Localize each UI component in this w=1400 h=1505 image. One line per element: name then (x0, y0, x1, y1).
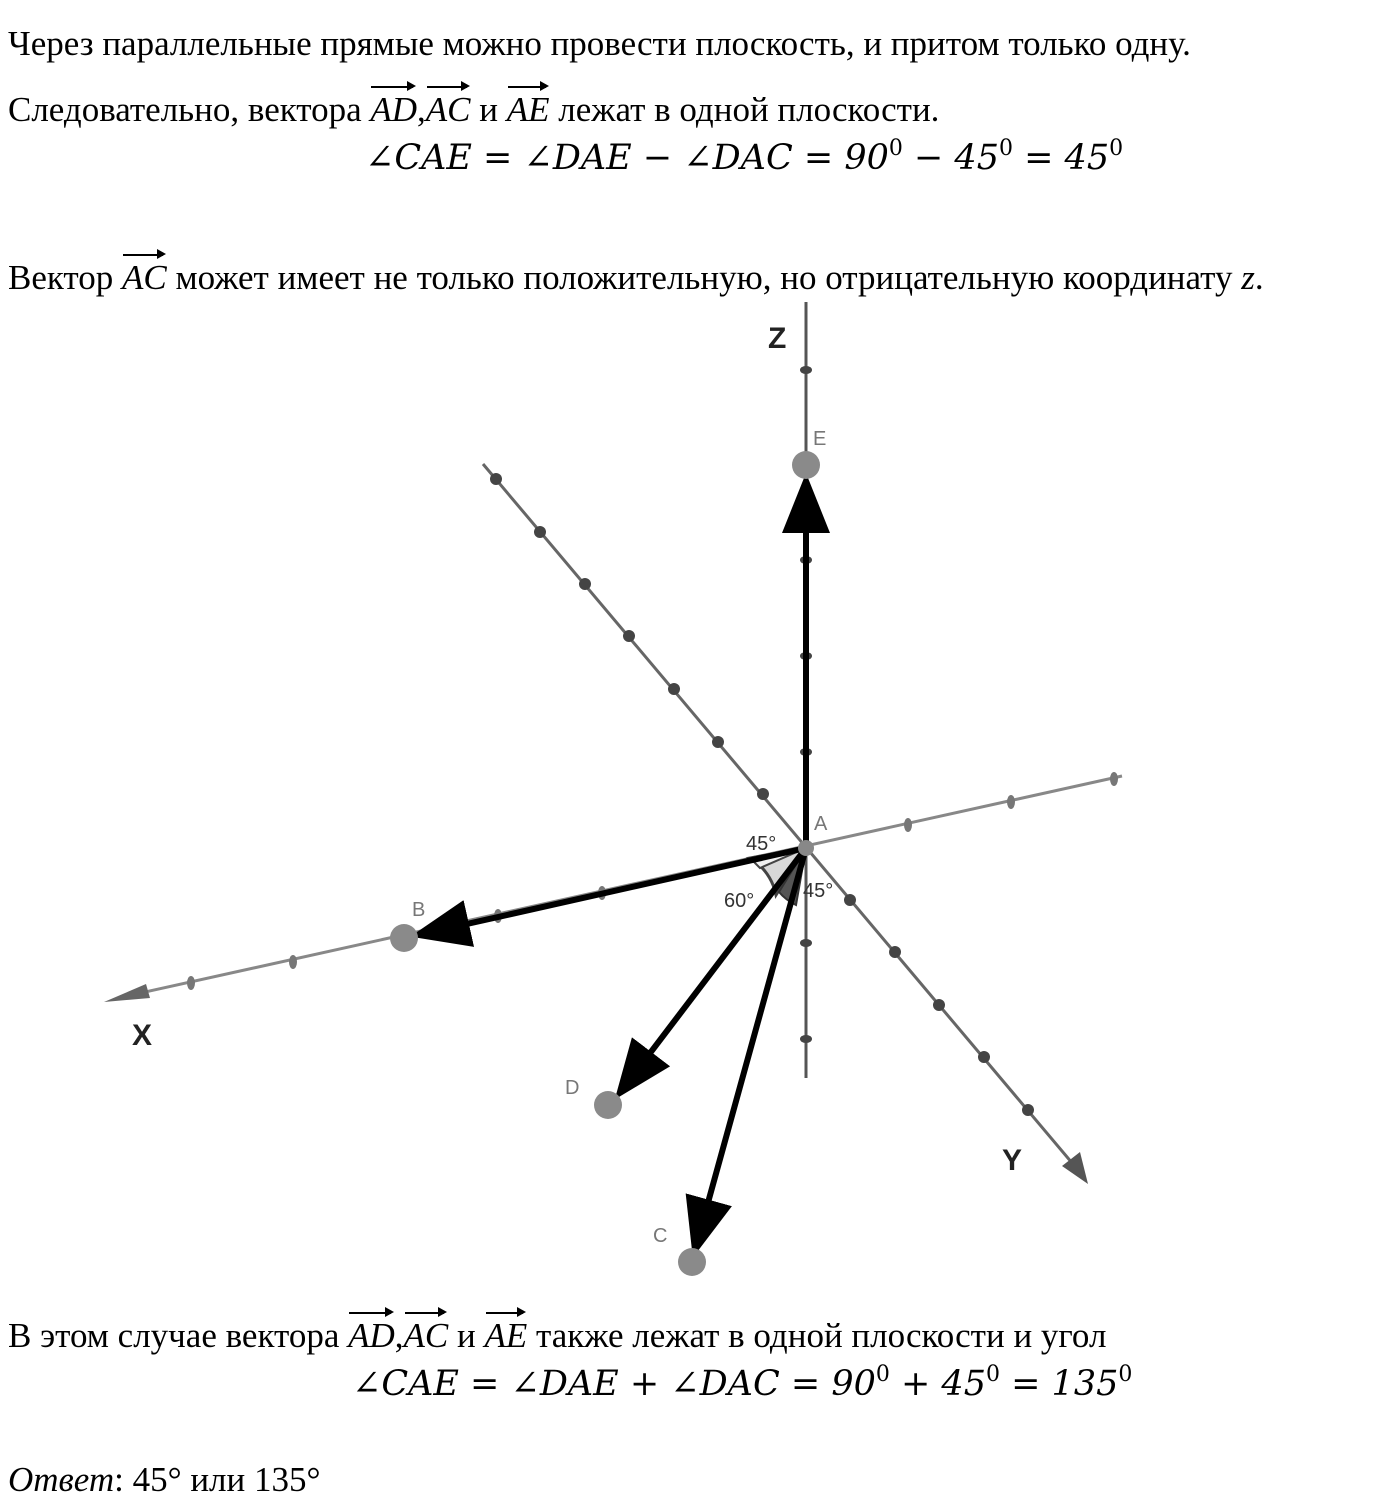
formula-2-exp-2: 0 (985, 1362, 1000, 1387)
vector-ac: AC (426, 84, 471, 130)
formula-1-eq: = 45 (1012, 138, 1110, 178)
answer-value: : 45° или 135° (114, 1460, 321, 1499)
line3-end: . (1254, 258, 1264, 297)
formula-1-exp-2: 0 (998, 136, 1013, 161)
label-point-e: E (813, 428, 827, 450)
paragraph-line-1: Через параллельные прямые можно провести плоскость, и притом только одну. (8, 24, 1191, 63)
formula-1-exp-1: 0 (888, 136, 903, 161)
point-d (594, 1091, 622, 1119)
vector-ae: AE (507, 84, 550, 130)
label-point-a: A (814, 813, 828, 835)
angle-label-left: 60° (724, 890, 755, 912)
point-c (678, 1248, 706, 1276)
axis-label-x: X (132, 1019, 153, 1052)
comma-2: , (394, 1316, 404, 1355)
label-point-c: C (653, 1225, 668, 1247)
vector-ad-2: AD (348, 1310, 395, 1356)
formula-2-lhs: ∠CAE = ∠DAE + ∠DAC = 90 (352, 1364, 876, 1404)
formula-2 (352, 1364, 1132, 1404)
line2-suffix: лежат в одной плоскости. (549, 90, 940, 129)
line4-prefix: В этом случае вектора (8, 1316, 349, 1355)
comma: , (417, 90, 426, 129)
answer-label: Ответ (8, 1460, 115, 1499)
point-e (792, 451, 820, 479)
point-b (390, 924, 418, 952)
axis-label-y: Y (1002, 1144, 1023, 1177)
angle-label-top: 45° (746, 833, 777, 855)
vector-ae-2: AE (485, 1310, 528, 1356)
formula-1-mid: − 45 (902, 138, 999, 178)
paragraph-line-4 (8, 1310, 1106, 1356)
vector-ad: AD (370, 84, 417, 130)
y-axis (483, 464, 1078, 1170)
formula-1-lhs: ∠CAE = ∠DAE − ∠DAC = 90 (365, 138, 889, 178)
label-point-d: D (565, 1077, 580, 1099)
line2-and: и (470, 90, 507, 129)
line3-var: z (1241, 258, 1255, 297)
line3-prefix: Вектор (8, 258, 123, 297)
point-a (798, 840, 814, 856)
line2-prefix: Следовательно, вектора (8, 90, 371, 129)
formula-1-exp-3: 0 (1109, 136, 1124, 161)
formula-2-eq: = 135 (999, 1364, 1119, 1404)
axis-label-z: Z (768, 322, 787, 355)
formula-2-exp-1: 0 (875, 1362, 890, 1387)
answer-line (8, 1460, 321, 1500)
angle-label-right: 45° (803, 880, 834, 902)
line4-suffix: также лежат в одной плоскости и угол (527, 1316, 1107, 1355)
vector-ac-2: AC (122, 252, 167, 298)
label-point-b: B (412, 899, 426, 921)
formula-2-exp-3: 0 (1118, 1362, 1133, 1387)
line4-and: и (448, 1316, 485, 1355)
line3-suffix: может имеет не только положительную, но отрицательную координату (166, 258, 1242, 297)
x-axis-arrow (104, 984, 150, 1002)
formula-2-mid: + 45 (889, 1364, 986, 1404)
vector-ac-3: AC (404, 1310, 449, 1356)
